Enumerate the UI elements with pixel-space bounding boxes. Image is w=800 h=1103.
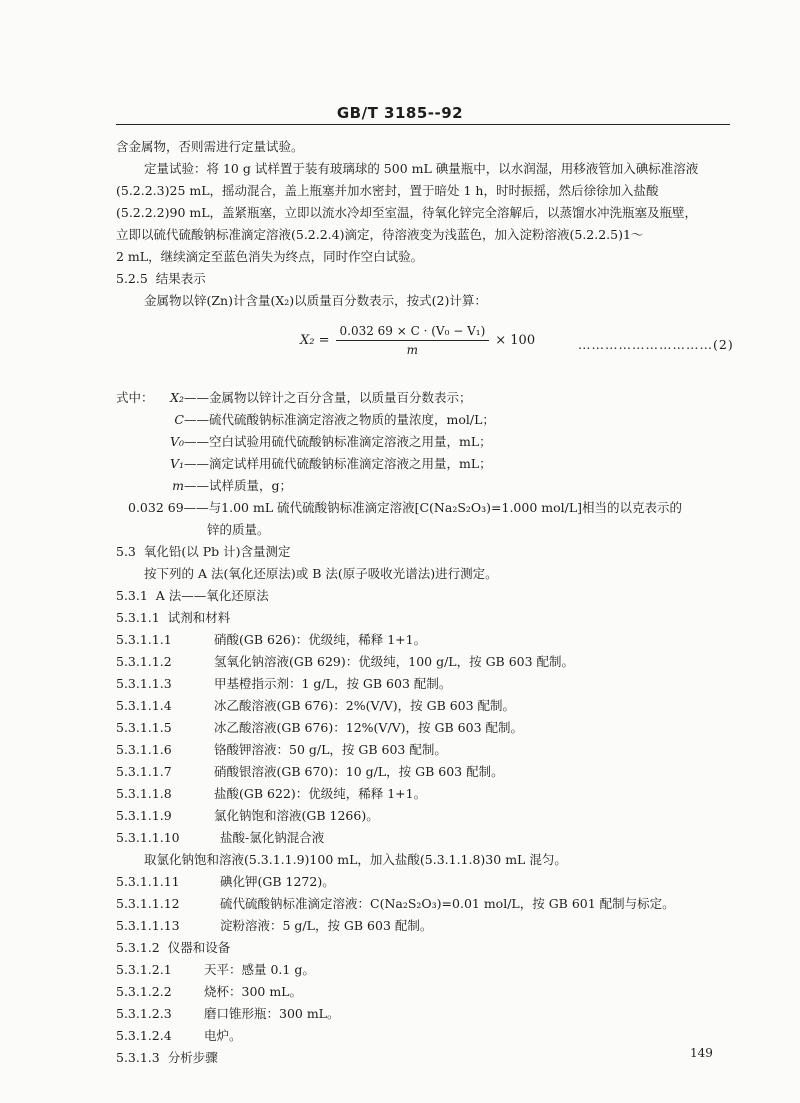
- where-item: V₁——滴定试样用硫代硫酸钠标准滴定溶液之用量，mL；: [169, 456, 492, 471]
- paragraph-line: 2 mL，继续滴定至蓝色消失为终点，同时作空白试验。: [116, 249, 424, 264]
- page-number: 149: [690, 1046, 713, 1060]
- where-constant: 0.032 69——与1.00 mL 硫代硫酸钠标准滴定溶液[C(Na₂S₂O₃)=1.000 mol/L]相当的以克表示的: [128, 500, 683, 515]
- paragraph-line: (5.2.2.2)90 mL，盖紧瓶塞，立即以流水冷却至室温，待氧化锌完全溶解后，以蒸馏水冲洗瓶塞及瓶壁，: [116, 205, 698, 220]
- where-lead: 式中：: [116, 390, 154, 405]
- list-item: 5.3.1.2.3 磨口锥形瓶：300 mL。: [116, 1006, 340, 1021]
- where-constant-cont: 锌的质量。: [207, 522, 270, 537]
- section-heading-5-3-1-2: 5.3.1.2 仪器和设备: [116, 940, 231, 955]
- paragraph-line: (5.2.2.3)25 mL，摇动混合，盖上瓶塞并加水密封，置于暗处 1 h，时时振摇，然后徐徐加入盐酸: [116, 183, 659, 198]
- standard-header: GB/T 3185--92: [336, 104, 464, 122]
- where-item: X₂——金属物以锌计之百分含量，以质量百分数表示；: [170, 390, 472, 405]
- paragraph-line: 按下列的 A 法(氧化还原法)或 B 法(原子吸收光谱法)进行测定。: [144, 566, 498, 581]
- list-item: 5.3.1.1.8 盐酸(GB 622)：优级纯，稀释 1+1。: [116, 786, 427, 801]
- paragraph-line: 金属物以锌(Zn)计含量(X₂)以质量百分数表示，按式(2)计算：: [144, 293, 487, 308]
- section-heading-5-3-1-3: 5.3.1.3 分析步骤: [116, 1050, 218, 1065]
- section-heading-5-3: 5.3 氧化铅(以 Pb 计)含量测定: [116, 544, 291, 559]
- formula-denominator: m: [406, 343, 419, 357]
- list-item: 5.3.1.1.10 盐酸-氯化钠混合液: [116, 830, 325, 845]
- section-number: 5.2.5: [116, 271, 148, 286]
- list-item: 5.3.1.1.3 甲基橙指示剂：1 g/L，按 GB 603 配制。: [116, 676, 452, 691]
- list-item: 5.3.1.1.6 铬酸钾溶液：50 g/L，按 GB 603 配制。: [116, 742, 447, 757]
- formula-numerator: 0.032 69 × C · (V₀ − V₁): [336, 324, 490, 341]
- formula-fraction: [336, 324, 490, 357]
- where-item: m——试样质量，g；: [172, 478, 293, 493]
- header-rule: [116, 124, 730, 125]
- list-item: 5.3.1.2.4 电炉。: [116, 1028, 242, 1043]
- list-item: 5.3.1.1.1 硝酸(GB 626)：优级纯，稀释 1+1。: [116, 632, 427, 647]
- list-item: 5.3.1.1.2 氢氧化钠溶液(GB 629)：优级纯，100 g/L，按 GB 603 配制。: [116, 654, 575, 669]
- formula-tail: × 100: [495, 333, 536, 348]
- where-item: V₀——空白试验用硫代硫酸钠标准滴定溶液之用量，mL；: [169, 434, 492, 449]
- equation-number: …………………………(2): [578, 337, 734, 352]
- list-item: 5.3.1.2.2 烧杯：300 mL。: [116, 984, 302, 999]
- section-title: 结果表示: [155, 271, 206, 286]
- list-item: 5.3.1.1.11 碘化钾(GB 1272)。: [116, 874, 335, 889]
- section-heading-5-3-1-1: 5.3.1.1 试剂和材料: [116, 610, 231, 625]
- list-item: 5.3.1.1.4 冰乙酸溶液(GB 676)：2%(V/V)，按 GB 603 配制。: [116, 698, 516, 713]
- paragraph-line: 取氯化钠饱和溶液(5.3.1.1.9)100 mL，加入盐酸(5.3.1.1.8)30 mL 混匀。: [144, 852, 567, 867]
- section-heading-5-2-5: [116, 271, 206, 287]
- list-item: 5.3.1.1.7 硝酸银溶液(GB 670)：10 g/L，按 GB 603 配制。: [116, 764, 504, 779]
- list-item: 5.3.1.1.5 冰乙酸溶液(GB 676)：12%(V/V)，按 GB 603 配制。: [116, 720, 524, 735]
- list-item: 5.3.1.1.13 淀粉溶液：5 g/L，按 GB 603 配制。: [116, 918, 433, 933]
- list-item: 5.3.1.1.9 氯化钠饱和溶液(GB 1266)。: [116, 808, 379, 823]
- paragraph-line: 立即以硫代硫酸钠标准滴定溶液(5.2.2.4)滴定，待溶液变为浅蓝色，加入淀粉溶液(5.2.2.5)1～: [116, 227, 644, 242]
- where-item: C——硫代硫酸钠标准滴定溶液之物质的量浓度，mol/L；: [174, 412, 495, 427]
- formula-lhs: X₂ =: [300, 333, 330, 348]
- section-heading-5-3-1: 5.3.1 A 法——氧化还原法: [116, 588, 269, 603]
- paragraph-line: 含金属物，否则需进行定量试验。: [116, 139, 304, 154]
- paragraph-line: 定量试验：将 10 g 试样置于装有玻璃球的 500 mL 碘量瓶中，以水润湿，用移液管加入碘标准溶液: [144, 161, 699, 176]
- formula-2: [300, 324, 535, 357]
- list-item: 5.3.1.1.12 硫代硫酸钠标准滴定溶液：C(Na₂S₂O₃)=0.01 mol/L，按 GB 601 配制与标定。: [116, 896, 675, 911]
- list-item: 5.3.1.2.1 天平：感量 0.1 g。: [116, 962, 315, 977]
